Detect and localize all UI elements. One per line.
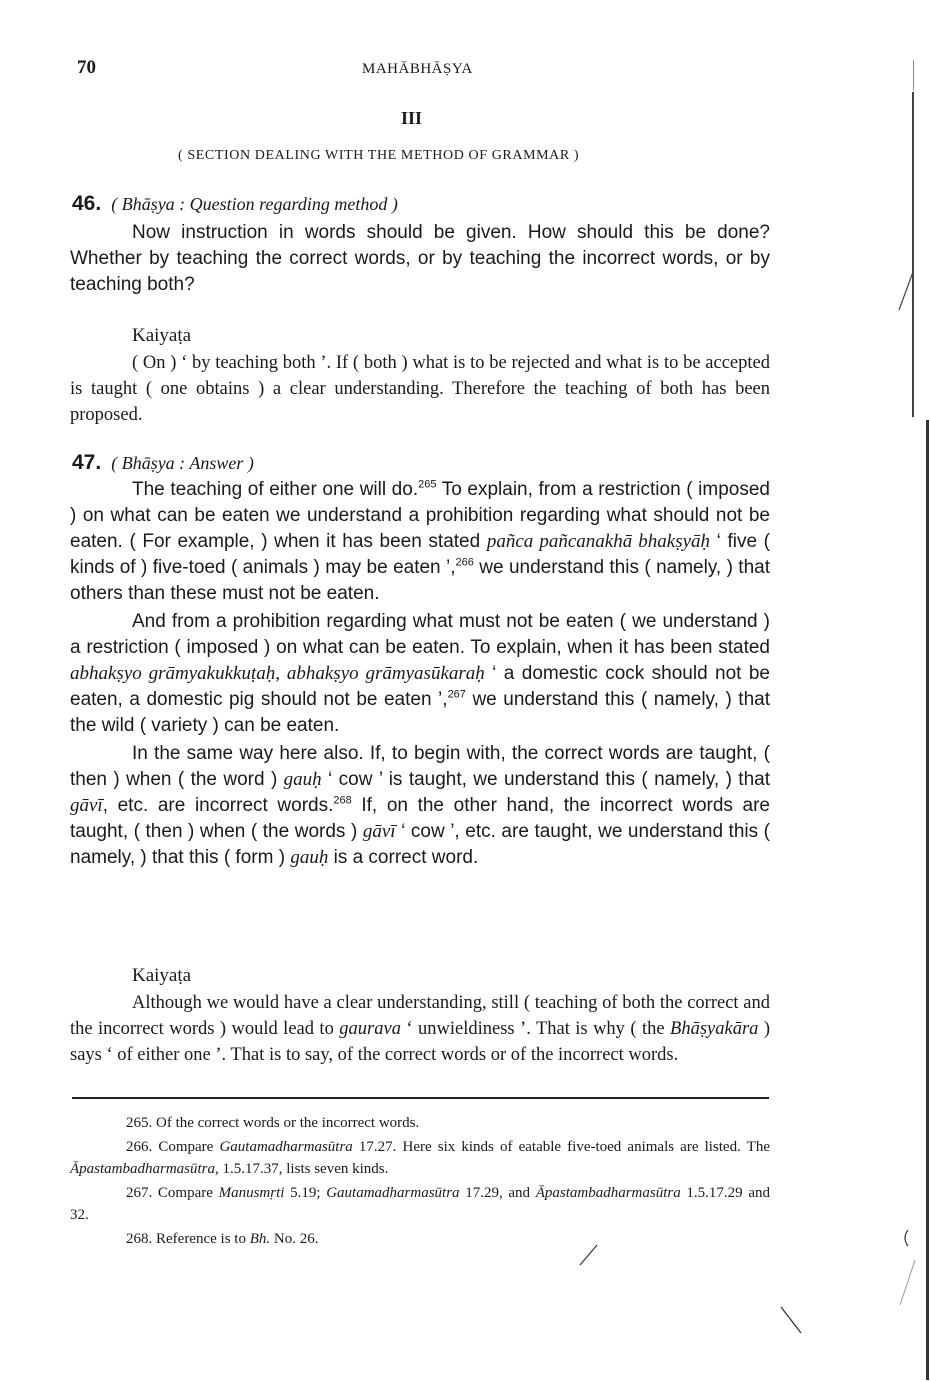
running-title: MAHĀBHĀṢYA	[362, 61, 473, 77]
para-47-heading	[72, 451, 254, 475]
kaiyata-2-text: Although we would have a clear understanding, still ( teaching of both the correct and the incorrect words ) would lead to gaurava ‘ unwieldiness ’. That is why ( the Bhāṣyakāra ) says ‘ of either one ’. That is to say, of the correct words or of the incorrect words.	[70, 993, 771, 1065]
footnote-ref-265: 265	[418, 478, 437, 491]
para-47-number: 47.	[72, 451, 102, 474]
sanskrit-quote: pañca pañcanakhā bhakṣyāḥ	[486, 531, 711, 552]
section-number: III	[401, 108, 423, 128]
section-title: ( SECTION DEALING WITH THE METHOD OF GRAMMAR )	[178, 148, 580, 163]
kaiyata-1-heading: Kaiyaṭa	[132, 325, 192, 346]
footnote-ref-267: 267	[447, 688, 466, 701]
para-46-number: 46.	[72, 192, 102, 215]
para-47-p2: And from a prohibition regarding what must not be eaten ( we understand ) a restriction ( imposed ) on what can be eaten. To explain, when it has been stated abhakṣyo grāmyakukkuṭaḥ, abhakṣyo grāmyasūkaraḥ ‘ a domestic cock should not be eaten, a domestic pig should not be eaten ’,$^{267}$ we understand this ( namely, ) that the wild ( variety ) can be eaten.	[70, 611, 770, 736]
kaiyata-1-body	[70, 350, 770, 428]
margin-mark	[895, 270, 925, 320]
footnote-265: 265. Of the correct words or the incorrect words.	[126, 1115, 420, 1131]
page-number: 70	[77, 57, 96, 78]
footnote-ref-266: 266	[455, 556, 474, 569]
footnote-268: 268. Reference is to Bh. No. 26.	[126, 1231, 319, 1247]
para-47-p3: In the same way here also. If, to begin with, the correct words are taught, ( then ) when ( the word ) gauḥ ‘ cow ’ is taught, we understand this ( namely, ) that gāvī, etc. are incorrect words.$^{268}$ If, on the other hand, the incorrect words are taught, ( then ) when ( the words ) gāvī ‘ cow ’, etc. are taught, we understand this ( namely, ) that this ( form ) gauḥ is a correct word.	[70, 743, 770, 868]
footnote-267: 267. Compare Manusmṛti 5.19; Gautamadharmasūtra 17.29, and Āpastambadharmasūtra 1.5.17.29 and 32.	[70, 1185, 770, 1223]
sanskrit-quote: abhakṣyo grāmyakukkuṭaḥ, abhakṣyo grāmyasūkaraḥ	[70, 663, 485, 684]
kaiyata-2-heading: Kaiyaṭa	[132, 965, 192, 986]
pencil-marks	[560, 1230, 930, 1370]
scan-edge-line	[912, 92, 914, 417]
para-47-p1: The teaching of either one will do.$^{265}$ To explain, from a restriction ( imposed ) on what can be eaten we understand a prohibition regarding what should not be eaten. ( For example, ) when it has been stated pañca pañcanakhā bhakṣyāḥ ‘ five ( kinds of ) five-toed ( animals ) may be eaten ’,$^{266}$ we understand this ( namely, ) that others than these must not be eaten.	[70, 478, 771, 604]
kaiyata-2-body	[70, 990, 770, 1068]
para-46-body	[70, 220, 770, 298]
footnote-divider	[72, 1097, 769, 1099]
para-46-text: Now instruction in words should be given. How should this be done? Whether by teaching the correct words, or by teaching the incorrect words, or by teaching both?	[70, 222, 770, 295]
para-46-label: ( Bhāṣya : Question regarding method )	[111, 194, 398, 214]
kaiyata-1-text: ( On ) ‘ by teaching both ’. If ( both ) what is to be rejected and what is to be accepted is taught ( one obtains ) a clear understanding. Therefore the teaching of both has been proposed.	[70, 353, 770, 425]
para-46-heading	[72, 192, 398, 216]
para-47-label: ( Bhāṣya : Answer )	[111, 453, 254, 473]
scan-edge-mark	[913, 60, 914, 90]
footnote-ref-268: 268	[333, 794, 352, 807]
para-47-body	[70, 477, 770, 871]
footnote-266: 266. Compare Gautamadharmasūtra 17.27. Here six kinds of eatable five-toed animals are listed. The Āpastambadharmasūtra, 1.5.17.37, lists seven kinds.	[70, 1139, 770, 1177]
